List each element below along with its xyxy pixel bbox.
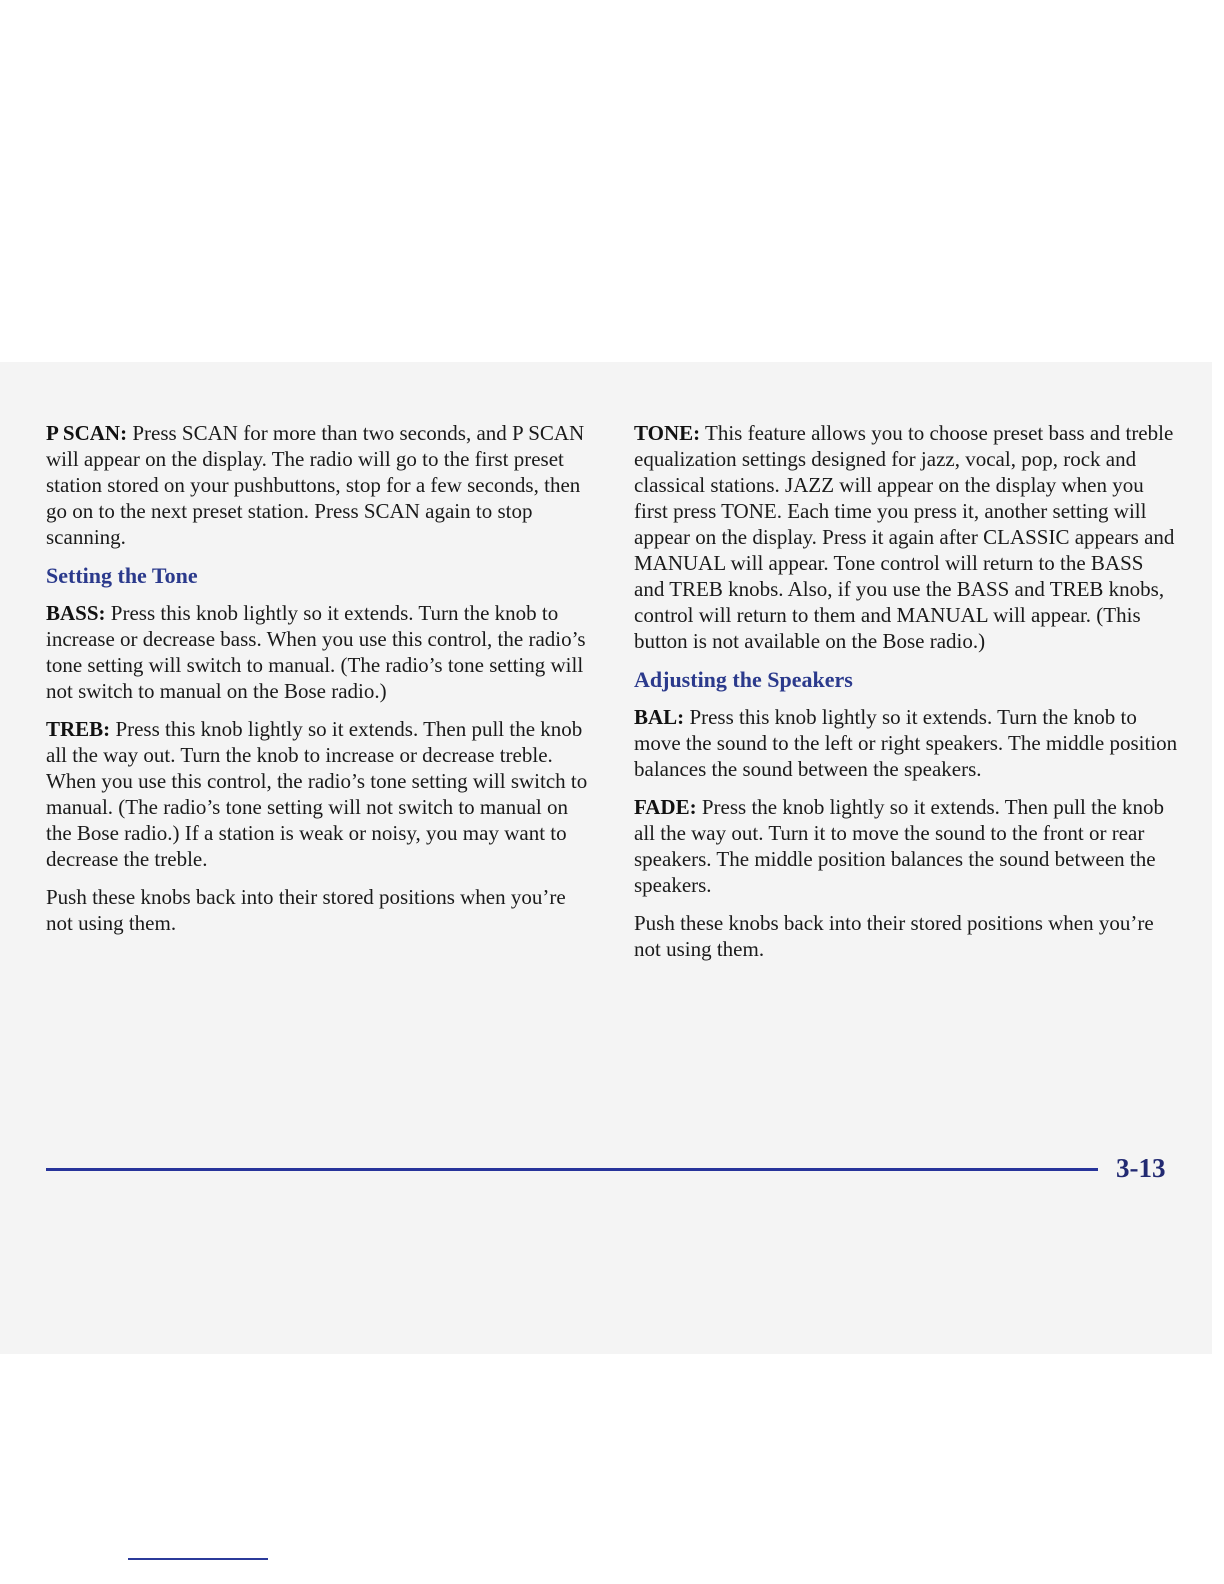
treb-text: Press this knob lightly so it extends. Then pull the knob all the way out. Turn the knob to increase or decrease treble. When you use this control, the radio’s tone setting will switch to manual. (The radio’s tone setting will not switch to manual on the Bose radio.) If a station is weak or noisy, you may want to decrease the treble. <box>46 717 588 871</box>
tone-paragraph <box>634 420 1179 654</box>
bass-label: BASS: <box>46 601 106 625</box>
bal-paragraph <box>634 704 1179 782</box>
right-column <box>634 420 1179 974</box>
bass-text: Press this knob lightly so it extends. Turn the knob to increase or decrease bass. When you use this control, the radio’s tone setting will switch to manual. (The radio’s tone setting will not switch to manual on the Bose radio.) <box>46 601 586 703</box>
p-scan-paragraph <box>46 420 591 550</box>
setting-the-tone-heading: Setting the Tone <box>46 563 198 588</box>
left-column <box>46 420 591 948</box>
treb-label: TREB: <box>46 717 111 741</box>
p-scan-label: P SCAN: <box>46 421 128 445</box>
bottom-decorative-line <box>128 1558 268 1560</box>
bal-label: BAL: <box>634 705 685 729</box>
tone-label: TONE: <box>634 421 701 445</box>
fade-text: Press the knob lightly so it extends. Then pull the knob all the way out. Turn it to move the sound to the front or rear speakers. The middle position balances the sound between the speakers. <box>634 795 1165 897</box>
tone-text: This feature allows you to choose preset bass and treble equalization settings designed for jazz, vocal, pop, rock and classical stations. JAZZ will appear on the display when you first press TONE. Each time you press it, another setting will appear on the display. Press it again after CLASSIC appears and MANUAL will appear. Tone control will return to the BASS and TREB knobs. Also, if you use the BASS and TREB knobs, control will return to them and MANUAL will appear. (This button is not available on the Bose radio.) <box>634 421 1175 653</box>
push-knobs-note-right: Push these knobs back into their stored positions when you’re not using them. <box>634 911 1154 961</box>
p-scan-text: Press SCAN for more than two seconds, and P SCAN will appear on the display. The radio will go to the first preset station stored on your pushbuttons, stop for a few seconds, then go on to the next preset station. Press SCAN again to stop scanning. <box>46 421 585 549</box>
page-number: 3-13 <box>1116 1153 1166 1183</box>
bass-paragraph <box>46 600 591 704</box>
adjusting-the-speakers-heading: Adjusting the Speakers <box>634 667 853 692</box>
treb-paragraph <box>46 716 591 872</box>
footer-rule <box>46 1168 1098 1171</box>
push-knobs-note-left: Push these knobs back into their stored positions when you’re not using them. <box>46 885 566 935</box>
bal-text: Press this knob lightly so it extends. Turn the knob to move the sound to the left or right speakers. The middle position balances the sound between the speakers. <box>634 705 1178 781</box>
fade-paragraph <box>634 794 1179 898</box>
fade-label: FADE: <box>634 795 697 819</box>
